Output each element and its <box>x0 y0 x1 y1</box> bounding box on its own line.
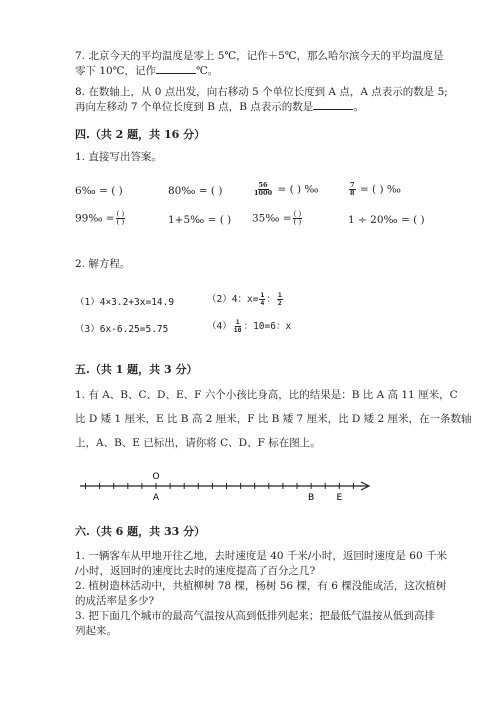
q7-line2-unit: ℃。 <box>195 65 219 77</box>
section-4-q1: 1. 直接写出答案。 <box>75 151 162 163</box>
calc-r2-c: 35‰ = $\frac{( )}{( )}$ <box>252 210 302 226</box>
calc-r1-d: $\frac{7}{8}$ = ( ) ‰ <box>350 181 401 197</box>
q8-line2 <box>75 101 364 114</box>
number-line <box>70 466 380 502</box>
calc-r1-b: 80‰ = ( ) <box>168 185 223 197</box>
section-4-title: 四.（共 2 题，共 16 分） <box>75 128 206 141</box>
q8-answer-blank[interactable] <box>313 109 353 110</box>
equation-1: （1）4×3.2+3x=14.9 <box>75 297 175 308</box>
q8-line2-text: 再向左移动 7 个单位长度到 B 点，B 点表示的数是 <box>75 101 314 113</box>
answer-fraction[interactable]: $\frac{( )}{( )}$ <box>116 210 125 226</box>
section-6-q3-line2: 列起来。 <box>75 625 117 637</box>
section-6-q3-line1: 3. 把下面几个城市的最高气温按从高到低排列起来；把最低气温按从低到高排 <box>75 610 435 622</box>
calc-r1-a: 6‰ = ( ) <box>75 185 123 197</box>
section-5-line3: 上，A、B、E 已标出，请你将 C、D、F 标在图上。 <box>75 437 321 449</box>
section-5-line2: 比 D 矮 1 厘米，E 比 B 高 2 厘米，F 比 B 矮 7 厘米，比 D 矮 2 厘米，在一条数轴 <box>75 413 472 425</box>
point-label-a: A <box>152 493 160 502</box>
equation-3: （3）6x-6.25=5.75 <box>75 324 169 335</box>
point-label-b: B <box>308 493 315 502</box>
section-6-q2-line1: 2. 植树造林活动中，共植柳树 78 棵，杨树 56 棵，有 6 棵没能成活，这次植树 <box>75 580 447 592</box>
calc-r2-a: 99‰ = $\frac{( )}{( )}$ <box>75 210 125 226</box>
calc-r2-b: 1+5‰ = ( ) <box>168 214 232 226</box>
equation-2: （2）4：x= $\frac{1}{4}$ ： $\frac{1}{2}$ <box>207 291 282 307</box>
section-5-line1: 1. 有 A、B、C、D、E、F 六个小孩比身高，比的结果是：B 比 A 高 11 厘米，C <box>75 389 458 401</box>
q7-line2-text: 零下 10℃，记作 <box>75 65 156 77</box>
section-6-q1-line1: 1. 一辆客车从甲地开往乙地，去时速度是 40 千米/小时，返回时速度是 60 千米 <box>75 550 447 562</box>
fraction-1-4: $\frac{1}{4}$ <box>260 291 265 307</box>
q7-line2 <box>75 65 218 78</box>
q8-line2-end: 。 <box>353 101 364 113</box>
equation-4: （4） $\frac{1}{10}$ ：10=6：x <box>207 318 292 334</box>
section-5-title: 五.（共 1 题，共 3 分） <box>75 363 198 376</box>
q7-line1: 7. 北京今天的平均温度是零上 5℃，记作＋5℃，那么哈尔滨今天的平均温度是 <box>75 50 444 62</box>
section-4-q2: 2. 解方程。 <box>75 258 131 270</box>
fraction-1-2: $\frac{1}{2}$ <box>277 291 282 307</box>
point-label-e: E <box>336 493 343 502</box>
origin-label: O <box>152 472 160 482</box>
fraction-1-10: $\frac{1}{10}$ <box>233 318 242 334</box>
calc-r1-c: $\frac{56}{1000}$ = ( ) ‰ <box>254 181 319 197</box>
number-line-labels <box>153 493 343 502</box>
q7-answer-blank[interactable] <box>156 73 196 74</box>
fraction-56-1000: $\frac{56}{1000}$ <box>254 181 273 197</box>
fraction-7-8: $\frac{7}{8}$ <box>350 181 355 197</box>
q8-line1: 8. 在数轴上，从 0 点出发，向右移动 5 个单位长度到 A 点，A 点表示的数是 5; <box>75 86 448 98</box>
section-6-q2-line2: 的成活率是多少? <box>75 595 155 607</box>
calc-r2-d: 1 ÷ 20‰ = ( ) <box>348 214 425 226</box>
section-6-q1-line2: /小时，返回时的速度比去时的速度提高了百分之几? <box>75 565 316 577</box>
answer-fraction[interactable]: $\frac{( )}{( )}$ <box>293 210 302 226</box>
section-6-title: 六.（共 6 题，共 33 分） <box>75 525 206 538</box>
